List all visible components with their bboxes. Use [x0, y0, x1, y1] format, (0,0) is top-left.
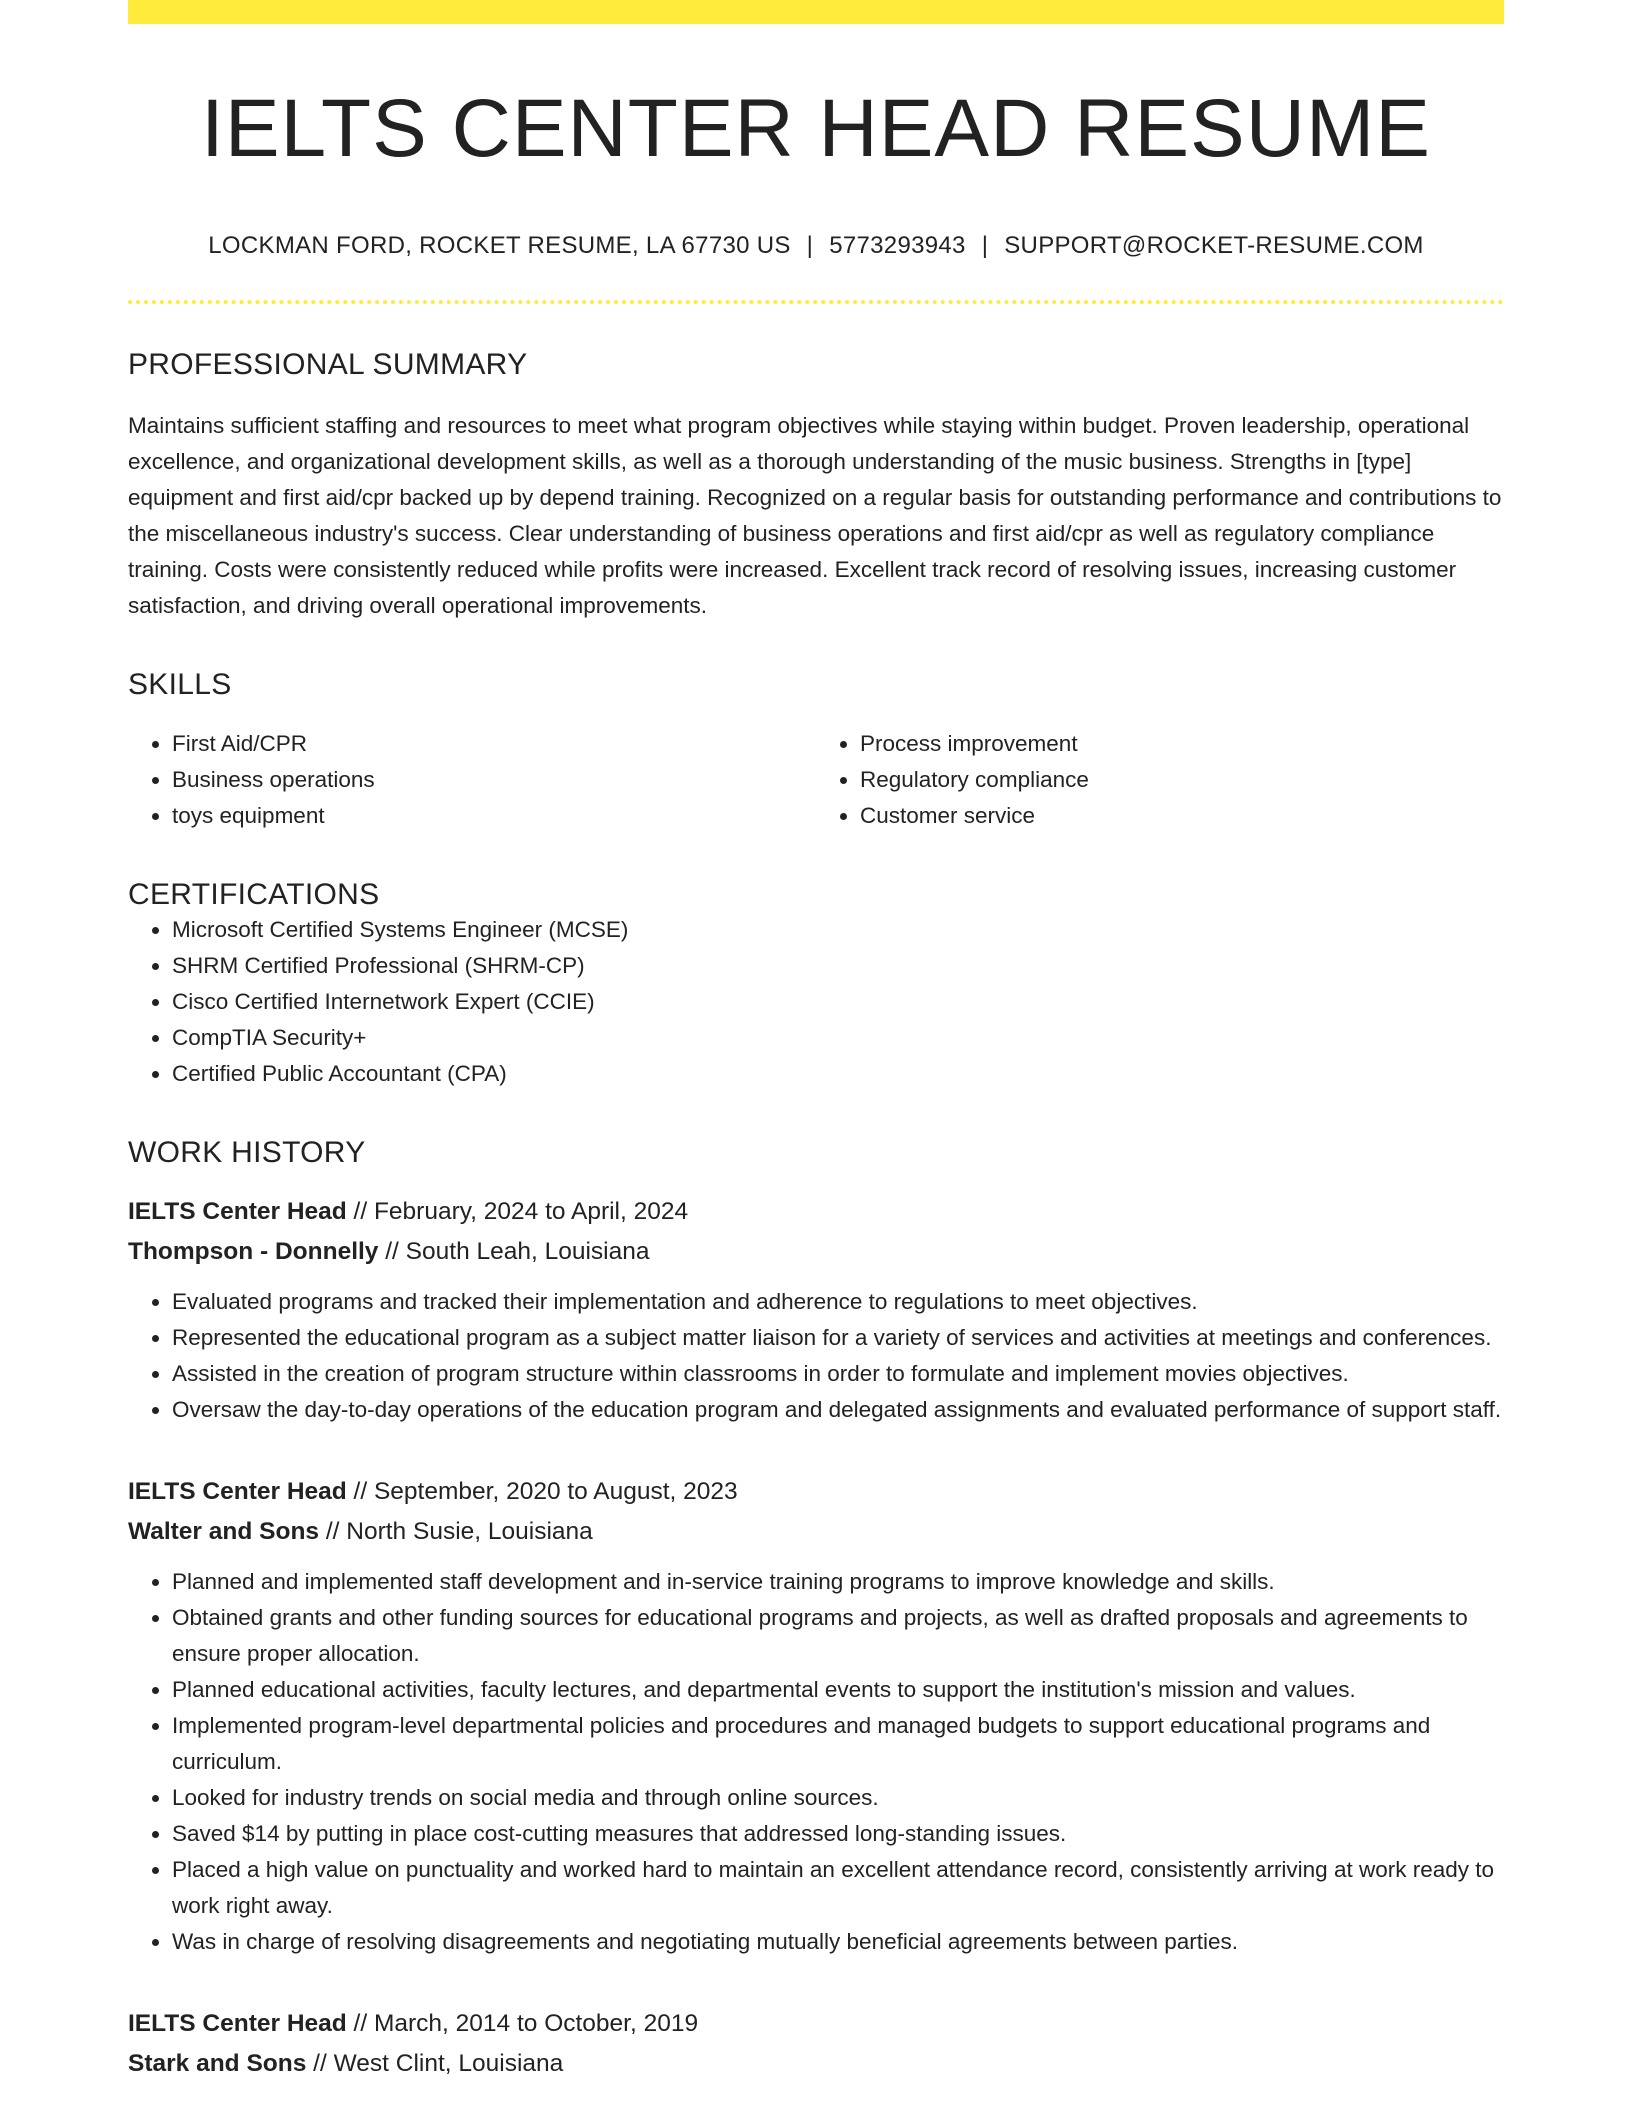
summary-text: Maintains sufficient staffing and resources to meet what program objectives while staying within budget. Proven leadership, operational excellence, and organizational development skills, as well as a thorough understanding of the music business. Strengths in [type] equipment and first aid/cpr backed up by depend training. Recognized on a regular basis for outstanding performance and contributions to the miscellaneous industry's success. Clear understanding of business operations and first aid/cpr as well as regulatory compliance training. Costs were consistently reduced while profits were increased. Excellent track record of resolving issues, increasing customer satisfaction, and driving overall operational improvements.	[128, 413, 1502, 619]
job-entry	[128, 1192, 1504, 1428]
job-company-line	[128, 2044, 1504, 2084]
job-title-line	[128, 1192, 1504, 1232]
job-bullet: • Saved $14 by putting in place cost-cutting measures that addressed long-standing issues.	[172, 1816, 1504, 1852]
job-title: IELTS Center Head	[128, 1198, 347, 1226]
contact-line	[128, 232, 1504, 260]
job-bullet: • Obtained grants and other funding sources for educational programs and projects, as well as drafted proposals and agreements to ensure proper allocation.	[172, 1600, 1504, 1672]
job-bullet: • Planned educational activities, faculty lectures, and departmental events to support the institution's mission and values.	[172, 1672, 1504, 1708]
job-dates: // March, 2014 to October, 2019	[346, 2010, 699, 2038]
job-entry	[128, 1472, 1504, 1960]
job-bullet: • Planned and implemented staff development and in-service training programs to improve knowledge and skills.	[172, 1564, 1504, 1600]
section-title-certifications: CERTIFICATIONS	[128, 878, 380, 912]
job-bullet: • Evaluated programs and tracked their implementation and adherence to regulations to meet objectives.	[172, 1284, 1504, 1320]
dotted-divider	[128, 300, 1504, 304]
job-bullets	[128, 1284, 1504, 1428]
job-title-line	[128, 1472, 1504, 1512]
job-title: IELTS Center Head	[128, 2010, 347, 2038]
certification-item: • CompTIA Security+	[172, 1020, 1504, 1056]
skill-item: • Customer service	[860, 798, 1504, 834]
certification-item: • Microsoft Certified Systems Engineer (MCSE)	[172, 912, 1504, 948]
resume-title: IELTS CENTER HEAD RESUME	[201, 83, 1431, 174]
resume-page	[128, 0, 1504, 2084]
job-company: Walter and Sons	[128, 1518, 320, 1546]
contact-email: SUPPORT@ROCKET-RESUME.COM	[1004, 232, 1424, 260]
job-entry	[128, 2004, 1504, 2084]
job-location: // North Susie, Louisiana	[319, 1518, 593, 1546]
skills-list-left	[128, 726, 816, 834]
skill-item: • First Aid/CPR	[172, 726, 816, 762]
job-bullet: • Oversaw the day-to-day operations of the education program and delegated assignments and evaluated performance of support staff.	[172, 1392, 1504, 1428]
job-company: Stark and Sons	[128, 2050, 307, 2078]
certification-item: • Certified Public Accountant (CPA)	[172, 1056, 1504, 1092]
section-title-skills: SKILLS	[128, 668, 232, 702]
job-title-line	[128, 2004, 1504, 2044]
section-title-summary: PROFESSIONAL SUMMARY	[128, 348, 528, 382]
job-bullet: • Implemented program-level departmental policies and procedures and managed budgets to support educational programs and curriculum.	[172, 1708, 1504, 1780]
skills-columns	[128, 726, 1504, 834]
skill-item: • toys equipment	[172, 798, 816, 834]
job-bullet: • Assisted in the creation of program structure within classrooms in order to formulate and implement movies objectives.	[172, 1356, 1504, 1392]
job-title: IELTS Center Head	[128, 1478, 347, 1506]
contact-separator: |	[981, 232, 989, 260]
contact-separator: |	[806, 232, 814, 260]
job-bullet: • Placed a high value on punctuality and worked hard to maintain an excellent attendance record, consistently arriving at work ready to work right away.	[172, 1852, 1504, 1924]
job-bullets	[128, 1564, 1504, 1960]
contact-phone: 5773293943	[829, 232, 966, 260]
job-location: // South Leah, Louisiana	[378, 1238, 650, 1266]
job-bullet: • Represented the educational program as a subject matter liaison for a variety of services and activities at meetings and conferences.	[172, 1320, 1504, 1356]
certifications-list	[128, 912, 1504, 1092]
skills-list-right	[816, 726, 1504, 834]
job-dates: // February, 2024 to April, 2024	[346, 1198, 689, 1226]
job-company-line	[128, 1512, 1504, 1552]
certification-item: • Cisco Certified Internetwork Expert (CCIE)	[172, 984, 1504, 1020]
certification-item: • SHRM Certified Professional (SHRM-CP)	[172, 948, 1504, 984]
job-dates: // September, 2020 to August, 2023	[346, 1478, 738, 1506]
contact-address: LOCKMAN FORD, ROCKET RESUME, LA 67730 US	[208, 232, 791, 260]
job-company-line	[128, 1232, 1504, 1272]
accent-top-bar	[128, 0, 1504, 24]
job-company: Thompson - Donnelly	[128, 1238, 379, 1266]
skill-item: • Regulatory compliance	[860, 762, 1504, 798]
job-bullet: • Was in charge of resolving disagreements and negotiating mutually beneficial agreements between parties.	[172, 1924, 1504, 1960]
job-location: // West Clint, Louisiana	[306, 2050, 564, 2078]
job-bullet: • Looked for industry trends on social media and through online sources.	[172, 1780, 1504, 1816]
section-title-work-history: WORK HISTORY	[128, 1136, 366, 1170]
skill-item: • Process improvement	[860, 726, 1504, 762]
skill-item: • Business operations	[172, 762, 816, 798]
